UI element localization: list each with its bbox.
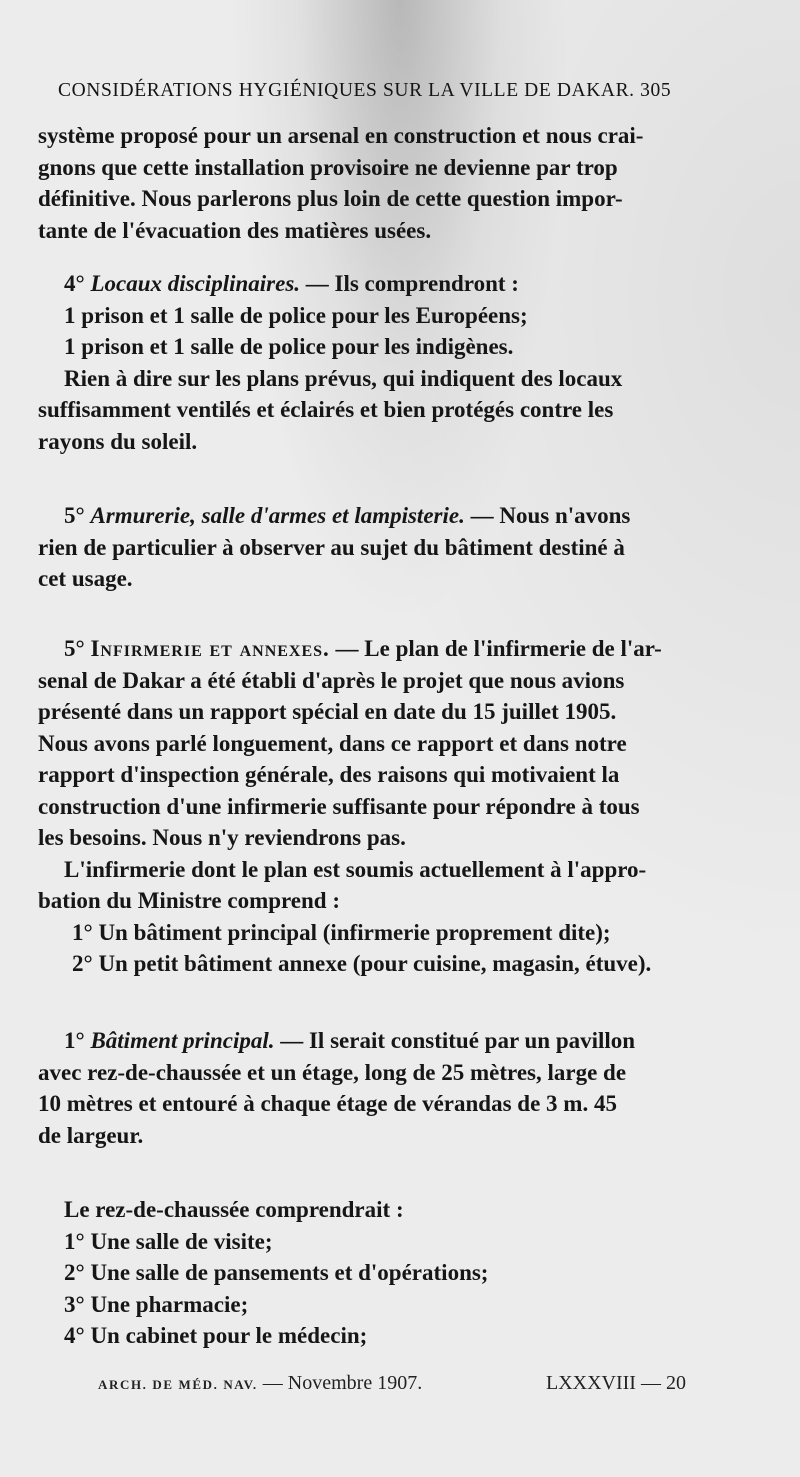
- section-armurerie: [38, 500, 750, 595]
- paragraph-evacuation: [38, 120, 750, 246]
- page-footer: [98, 1372, 738, 1395]
- section-batiment-principal: [38, 1025, 750, 1151]
- section-number: 1°: [64, 1028, 85, 1053]
- journal-date: — Novembre 1907.: [262, 1372, 423, 1394]
- text-line: construction d'une infirmerie suffisante pour répondre à tous: [38, 793, 640, 819]
- text-line: gnons que cette installation provisoire ne devienne par trop: [38, 154, 618, 180]
- text-line: L'infirmerie dont le plan est soumis actuellement à l'appro-: [64, 856, 647, 882]
- text-line: rayons du soleil.: [38, 428, 198, 454]
- text-line: senal de Dakar a été établi d'après le projet que nous avions: [38, 667, 625, 693]
- section-title: Bâtiment principal.: [90, 1028, 275, 1053]
- list-item: 1 prison et 1 salle de police pour les indigènes.: [64, 334, 514, 359]
- section-rez-de-chaussee: [38, 1194, 750, 1352]
- text-line: rien de particulier à observer au sujet du bâtiment destiné à: [38, 534, 625, 560]
- section-heading: [38, 500, 750, 532]
- text-line: 10 mètres et entouré à chaque étage de vérandas de 3 m. 45: [38, 1091, 617, 1116]
- list-item: 1 prison et 1 salle de police pour les Européens;: [64, 302, 528, 328]
- list-item: 2° Une salle de pansements et d'opérations;: [64, 1260, 489, 1285]
- list-item: 1° Une salle de visite;: [64, 1228, 273, 1254]
- text-line: Rien à dire sur les plans prévus, qui indiquent des locaux: [64, 365, 623, 391]
- section-number: 4°: [64, 271, 85, 296]
- section-title: Infirmerie et annexes.: [90, 636, 330, 661]
- text-line: cet usage.: [38, 566, 133, 591]
- running-header: [58, 80, 758, 102]
- text-line: tante de l'évacuation des matières usées.: [38, 217, 432, 243]
- text-line: présenté dans un rapport spécial en date du 15 juillet 1905.: [38, 699, 617, 724]
- section-lead: — Nous n'avons: [464, 503, 631, 528]
- list-item: 1° Un bâtiment principal (infirmerie proprement dite);: [72, 919, 611, 945]
- section-lead: — Le plan de l'infirmerie de l'ar-: [329, 636, 662, 661]
- text-line: de largeur.: [38, 1122, 144, 1148]
- text-line: Le rez-de-chaussée comprendrait :: [64, 1197, 404, 1222]
- section-title: Locaux disciplinaires.: [90, 271, 301, 296]
- section-number: 5°: [64, 636, 85, 661]
- text-line: système proposé pour un arsenal en construction et nous crai-: [38, 123, 644, 148]
- section-infirmerie: [38, 633, 750, 980]
- section-heading: [38, 633, 750, 665]
- text-line: avec rez-de-chaussée et un étage, long de 25 mètres, large de: [38, 1059, 627, 1085]
- list-item: 4° Un cabinet pour le médecin;: [64, 1323, 368, 1348]
- text-line: suffisamment ventilés et éclairés et bien protégés contre les: [38, 397, 614, 422]
- text-line: définitive. Nous parlerons plus loin de cette question impor-: [38, 186, 623, 211]
- list-item: 3° Une pharmacie;: [64, 1291, 249, 1317]
- section-number: 5°: [64, 503, 85, 528]
- page-number: 305: [640, 80, 672, 101]
- section-locaux-disciplinaires: [38, 268, 750, 457]
- section-heading: [38, 1025, 750, 1057]
- text-line: bation du Ministre comprend :: [38, 888, 341, 913]
- running-title: CONSIDÉRATIONS HYGIÉNIQUES SUR LA VILLE DE DAKAR.: [58, 80, 635, 101]
- section-heading: [38, 268, 750, 300]
- text-line: Nous avons parlé longuement, dans ce rapport et dans notre: [38, 730, 627, 756]
- list-item: 2° Un petit bâtiment annexe (pour cuisine, magasin, étuve).: [72, 951, 652, 976]
- section-lead: — Ils comprendront :: [300, 271, 519, 296]
- text-line: rapport d'inspection générale, des raisons qui motivaient la: [38, 762, 620, 787]
- section-title: Armurerie, salle d'armes et lampisterie.: [90, 503, 465, 528]
- text-line: les besoins. Nous n'y reviendrons pas.: [38, 825, 406, 850]
- section-lead: — Il serait constitué par un pavillon: [274, 1028, 636, 1053]
- signature-mark: LXXXVIII — 20: [546, 1372, 686, 1394]
- journal-name: ARCH. DE MÉD. NAV.: [98, 1377, 258, 1392]
